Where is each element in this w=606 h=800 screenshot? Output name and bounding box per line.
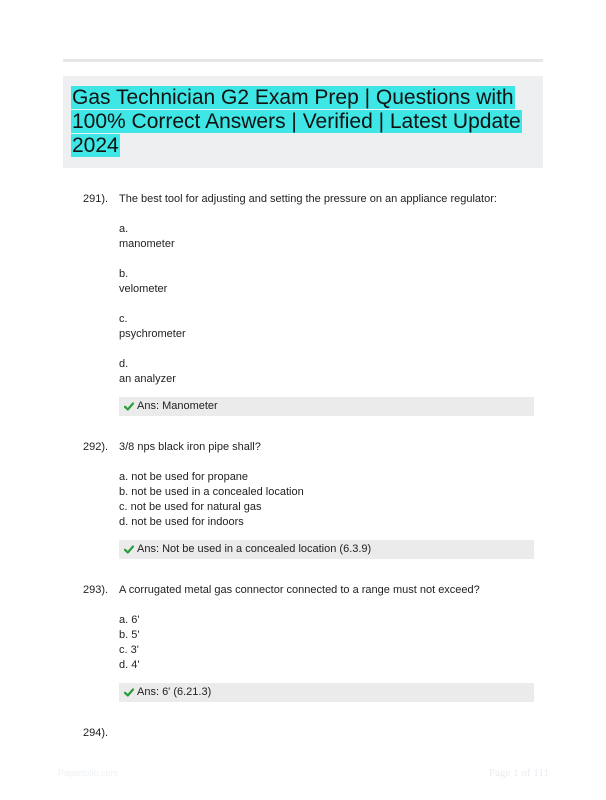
answer-box [119, 540, 534, 559]
option-line: c. 3' [119, 644, 139, 656]
question-number: 294). [83, 727, 109, 739]
option-letter: a. [119, 223, 129, 235]
question-number: 291). [83, 193, 109, 205]
answer-text: Ans: 6' (6.21.3) [137, 686, 212, 698]
option-letter: d. [119, 358, 129, 370]
option-line: a. not be used for propane [119, 471, 249, 483]
option-text: psychrometer [119, 328, 186, 340]
question-text: A corrugated metal gas connector connected to a range must not exceed? [119, 584, 480, 596]
page-indicator: Page 1 of 111 [489, 767, 549, 779]
answer-text: Ans: Not be used in a concealed location (6.3.9) [137, 543, 372, 555]
option-text: an analyzer [119, 373, 176, 385]
title-banner [63, 76, 543, 168]
footer-watermark: Paperfolio.com [58, 768, 119, 778]
option-line: b. not be used in a concealed location [119, 486, 304, 498]
answer-text: Ans: Manometer [137, 400, 218, 412]
option-line: d. not be used for indoors [119, 516, 244, 528]
answer-box [119, 397, 534, 416]
option-letter: b. [119, 268, 129, 280]
checkmark-icon [124, 545, 134, 554]
question-text: The best tool for adjusting and setting the pressure on an appliance regulator: [119, 193, 497, 205]
question-number: 292). [83, 441, 109, 453]
option-line: c. not be used for natural gas [119, 501, 262, 513]
option-text: manometer [119, 238, 175, 250]
checkmark-icon [124, 402, 134, 411]
option-text: velometer [119, 283, 168, 295]
option-line: a. 6' [119, 614, 140, 626]
answer-box [119, 683, 534, 702]
option-letter: c. [119, 313, 128, 325]
question-number: 293). [83, 584, 109, 596]
checkmark-icon [124, 688, 134, 697]
header-divider [63, 59, 543, 62]
document-title: Gas Technician G2 Exam Prep | Questions with 100% Correct Answers | Verified | Latest Update 2024 [72, 86, 521, 157]
option-line: d. 4' [119, 659, 140, 671]
question-text: 3/8 nps black iron pipe shall? [119, 441, 261, 453]
option-line: b. 5' [119, 629, 140, 641]
